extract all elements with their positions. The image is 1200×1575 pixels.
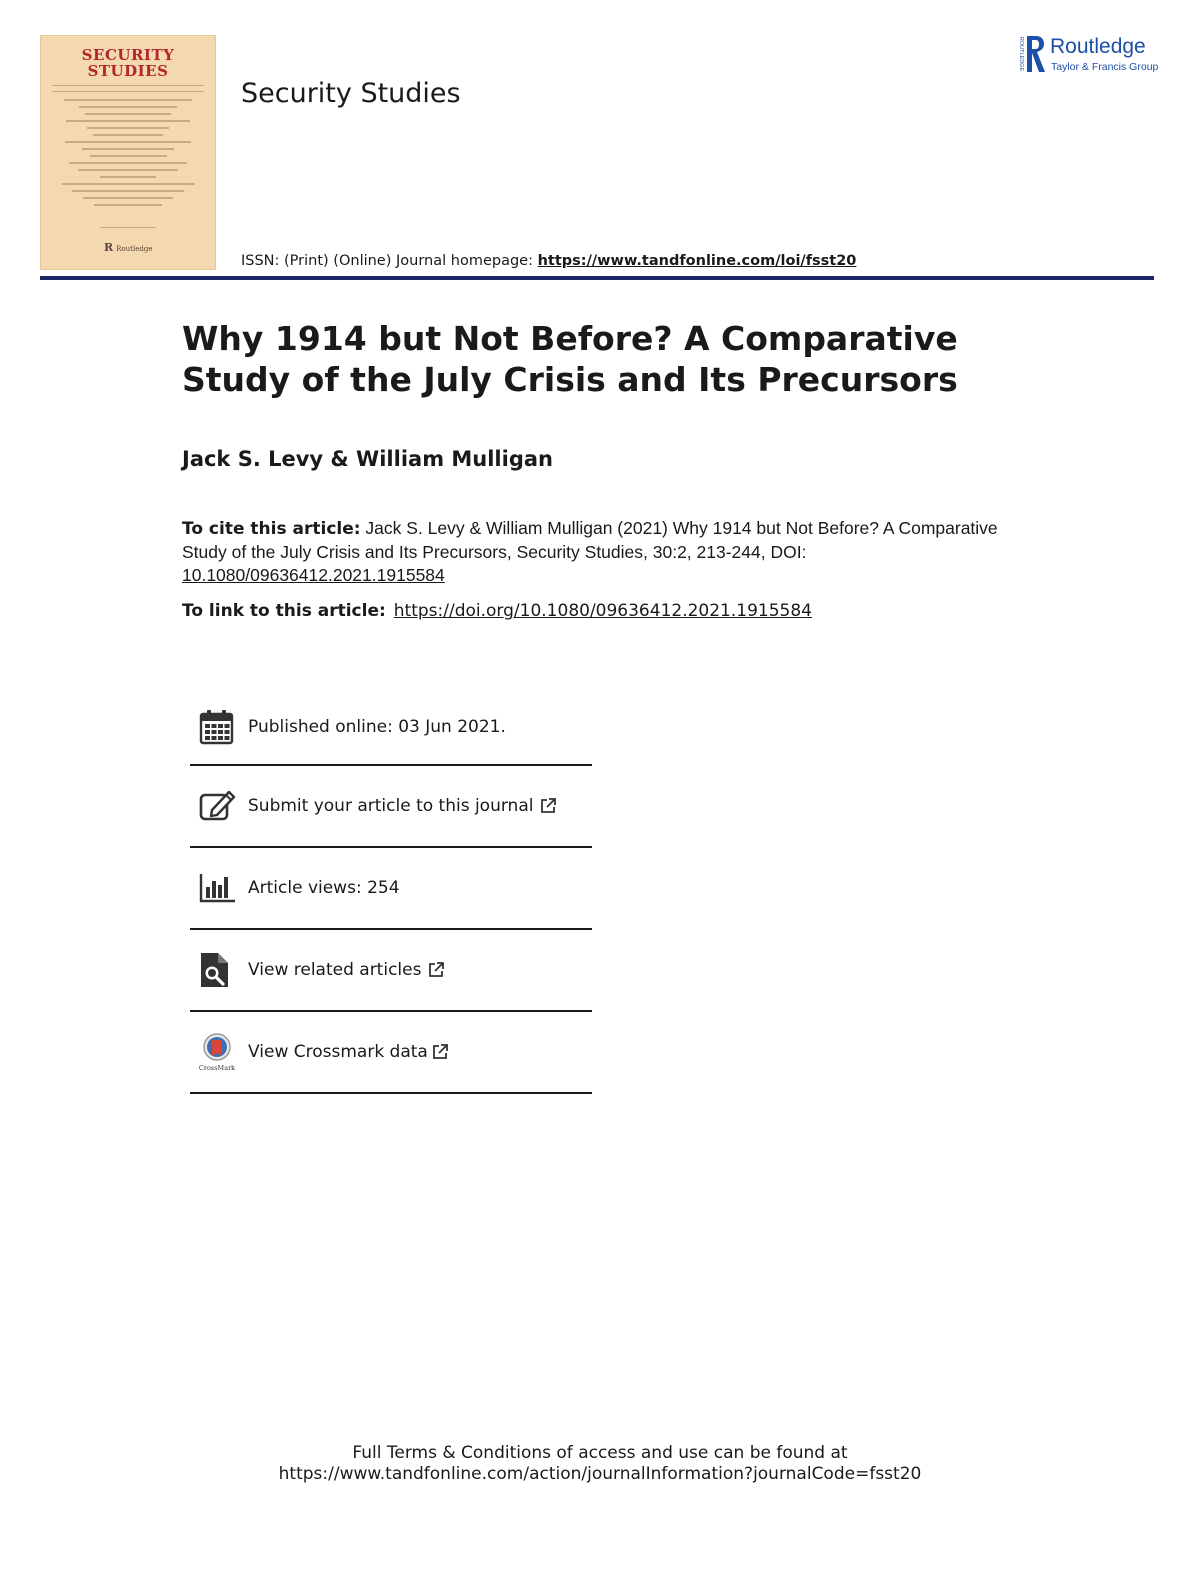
issn-line: [241, 253, 856, 269]
external-link-icon: [539, 797, 557, 815]
cover-divider: [52, 91, 204, 92]
published-date: Published online: 03 Jun 2021.: [248, 717, 506, 737]
crossmark-row[interactable]: [190, 1012, 592, 1094]
related-articles-row[interactable]: [190, 930, 592, 1012]
cover-publisher: [104, 241, 152, 254]
article-title: Why 1914 but Not Before? A Comparative Study of the July Crisis and Its Precursors: [182, 319, 958, 399]
terms-footer: [0, 1443, 1200, 1485]
cite-doi-link[interactable]: 10.1080/09636412.2021.1915584: [182, 565, 445, 585]
article-info-list: [190, 690, 592, 1094]
journal-homepage-link[interactable]: https://www.tandfonline.com/loi/fsst20: [537, 253, 857, 269]
cover-title-line1: SECURITY: [81, 46, 175, 64]
related-articles-link[interactable]: View related articles: [248, 960, 422, 980]
calendar-icon: [198, 707, 236, 747]
cite-text: Jack S. Levy & William Mulligan (2021) Why 1914 but Not Before? A Comparative Study of the July Crisis and Its Precursors, Security Studies, 30:2, 213-244, DOI:: [182, 518, 998, 562]
document-search-icon: [198, 950, 236, 990]
cite-label: To cite this article:: [182, 519, 361, 539]
logo-subtitle: Taylor & Francis Group: [1051, 61, 1159, 73]
edit-icon: [198, 786, 236, 826]
article-views: Article views: 254: [248, 878, 400, 898]
logo-name: Routledge: [1050, 35, 1146, 58]
published-row: [190, 690, 592, 766]
crossmark-icon-text: CrossMark: [198, 1064, 236, 1072]
article-views-row: [190, 848, 592, 930]
footer-line1: Full Terms & Conditions of access and use can be found at: [352, 1443, 848, 1463]
external-link-icon: [431, 1043, 449, 1061]
bar-chart-icon: [198, 868, 236, 908]
journal-name: Security Studies: [241, 78, 461, 109]
article-authors: Jack S. Levy & William Mulligan: [182, 447, 553, 471]
footer-terms-link[interactable]: https://www.tandfonline.com/action/journalInformation?journalCode=fsst20: [278, 1464, 922, 1484]
cover-title-line2: STUDIES: [87, 62, 169, 80]
cover-publisher-name: Routledge: [116, 245, 153, 253]
crossmark-link[interactable]: View Crossmark data: [248, 1042, 428, 1062]
routledge-logo: [1016, 34, 1166, 76]
journal-cover-image: [40, 35, 216, 270]
cover-divider: [100, 227, 156, 228]
cover-divider: [52, 85, 204, 86]
issn-text: ISSN: (Print) (Online) Journal homepage:: [241, 253, 538, 269]
link-label: To link to this article:: [182, 601, 386, 621]
cover-publisher-mark: R: [104, 241, 114, 254]
cover-title: [40, 47, 216, 79]
article-link-line: [182, 601, 812, 621]
cover-contents-text: [58, 99, 198, 211]
crossmark-icon: [198, 1032, 236, 1072]
submit-article-link[interactable]: Submit your article to this journal: [248, 796, 534, 816]
routledge-r-icon: [1016, 34, 1046, 74]
submit-article-row[interactable]: [190, 766, 592, 848]
header-divider: [40, 276, 1154, 280]
citation-block: [182, 517, 1032, 587]
logo-vertical-mark: ROUTLEDGE: [1018, 36, 1024, 72]
article-doi-link[interactable]: https://doi.org/10.1080/09636412.2021.1915584: [393, 601, 812, 621]
external-link-icon: [427, 961, 445, 979]
